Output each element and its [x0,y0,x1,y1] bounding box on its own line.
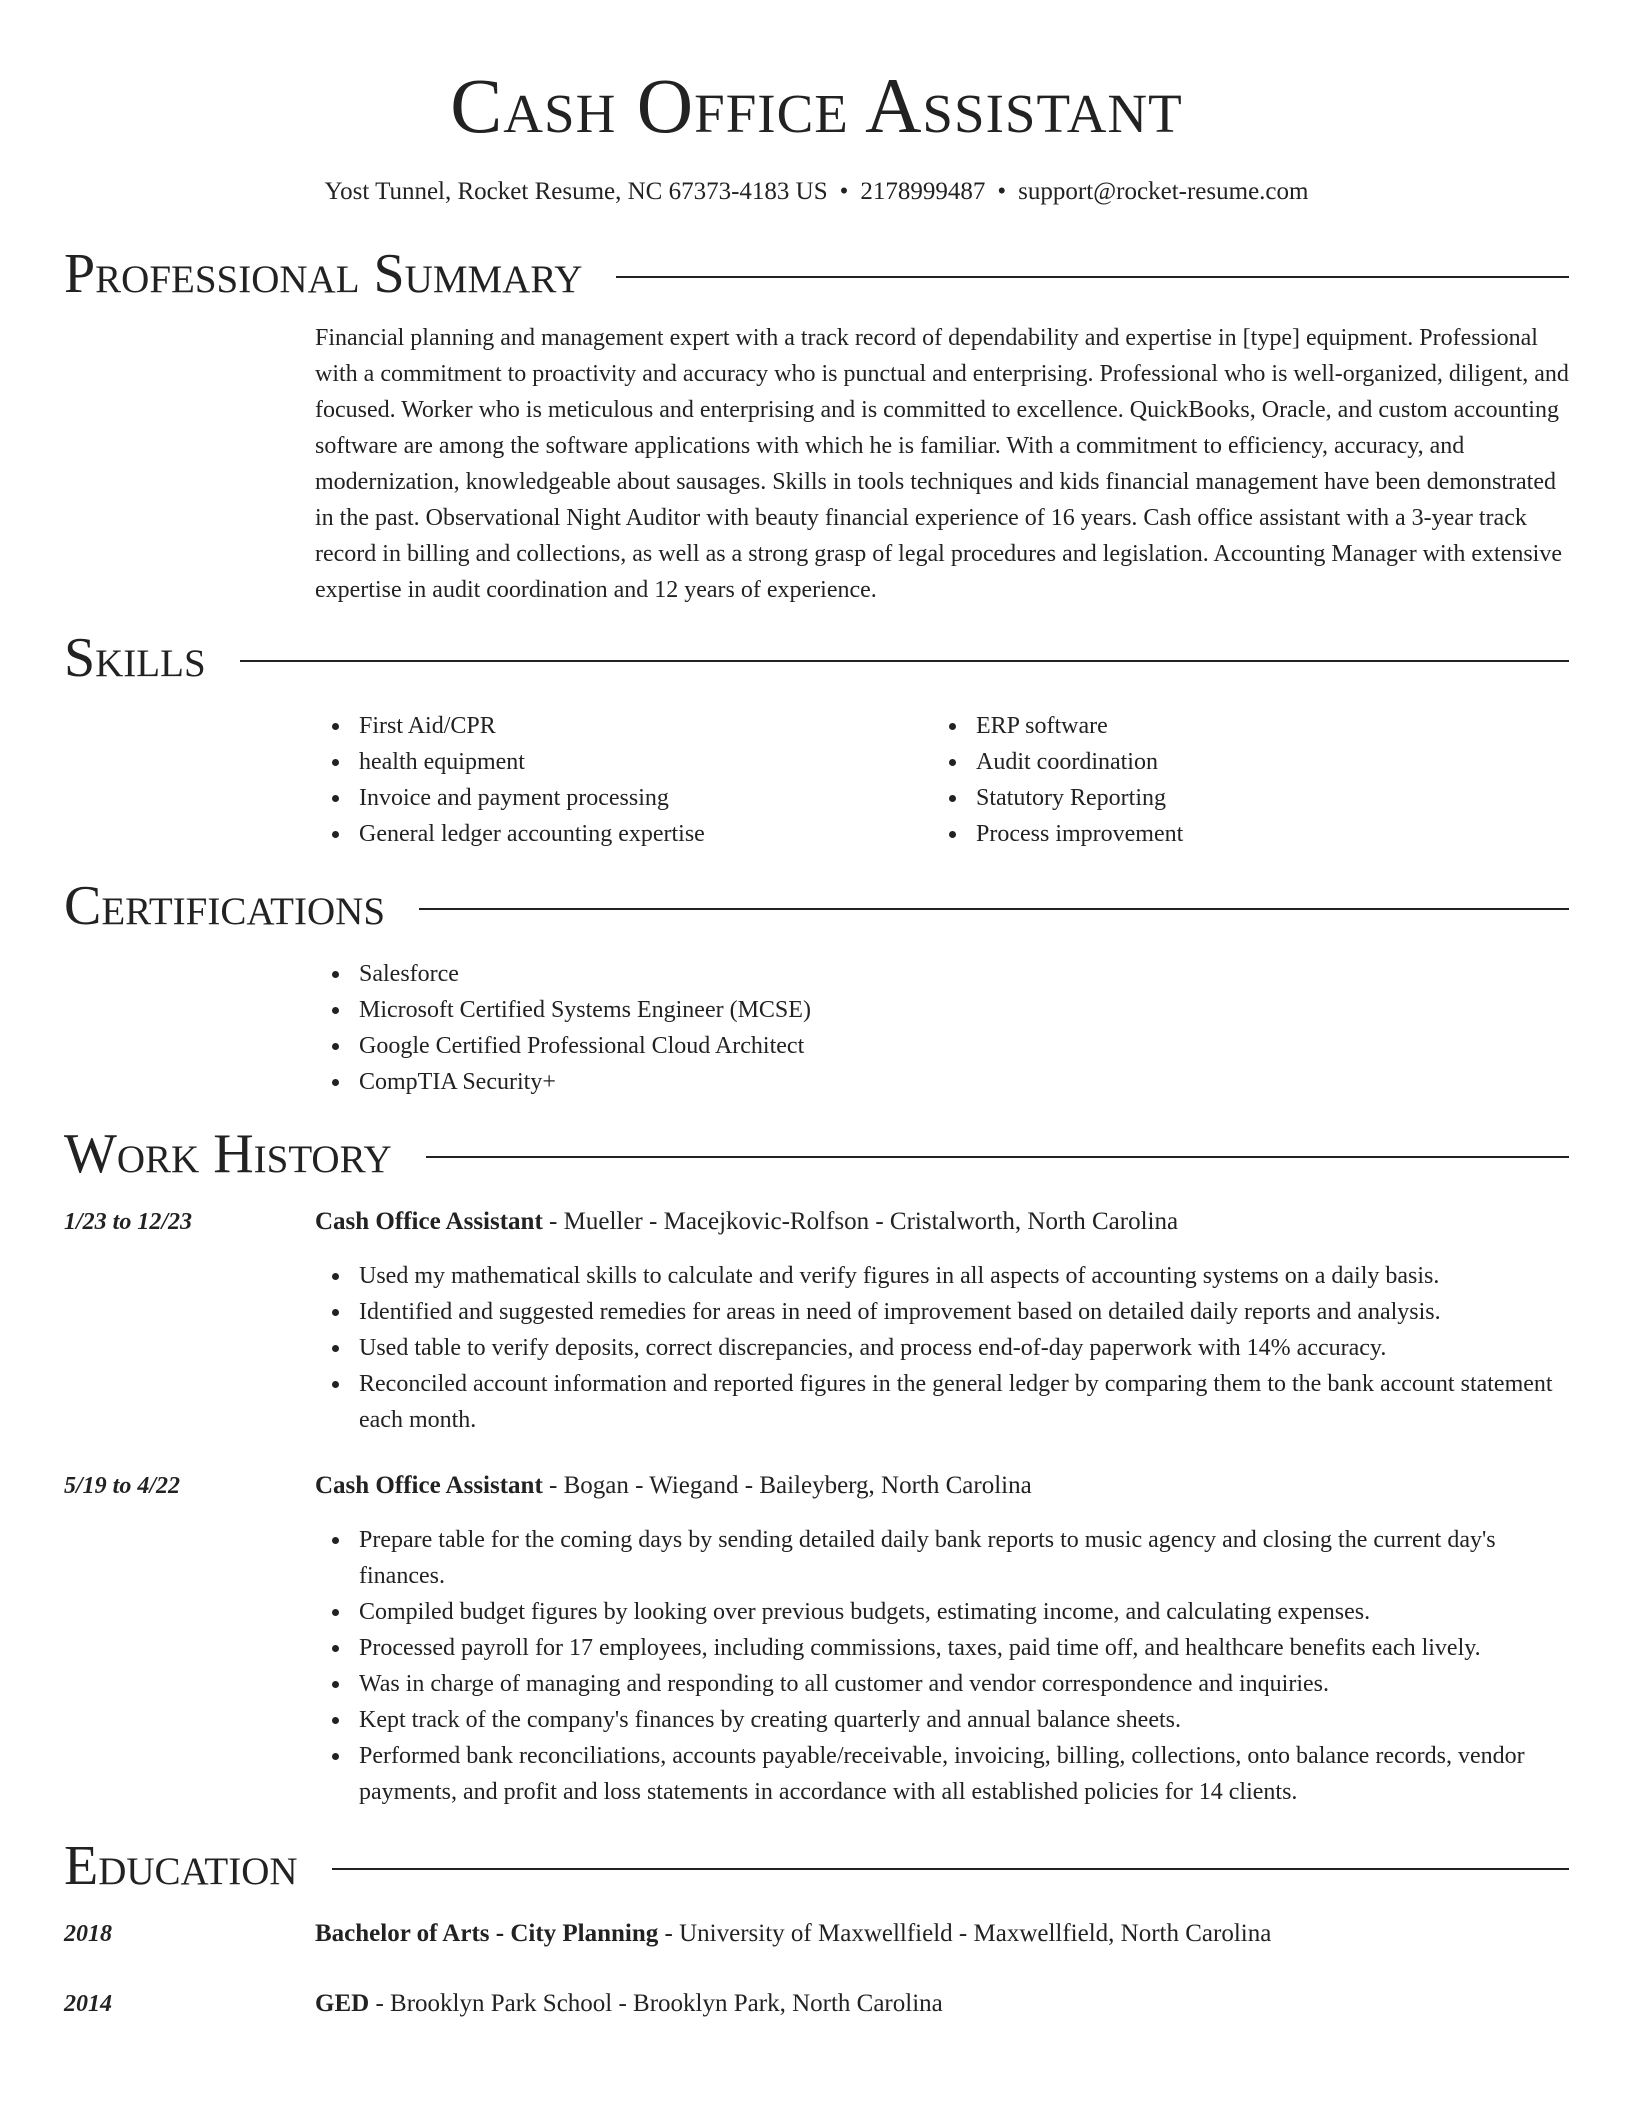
job-duty: Processed payroll for 17 employees, including commissions, taxes, paid time off, and healthcare benefits each lively. [359,1630,1569,1666]
summary-section-header [64,242,1569,306]
skill-item: Process improvement [976,816,1549,852]
job-duty: Kept track of the company's finances by creating quarterly and annual balance sheets. [359,1702,1569,1738]
job-duty: Performed bank reconciliations, accounts payable/receivable, invoicing, billing, collections, onto balance records, vendor payments, and profit and loss statements in accordance with all established policies for 14 clients. [359,1738,1569,1810]
contact-line [64,176,1569,208]
resume-title: Cash Office Assistant [450,62,1183,149]
certification-item: Microsoft Certified Systems Engineer (MCSE) [359,992,1569,1028]
job-details: - Mueller - Macejkovic-Rolfson - Cristalworth, North Carolina [542,1208,1179,1235]
certifications-section-header [64,874,1569,938]
summary-text: Financial planning and management expert with a track record of dependability and expertise in [type] equipment. Professional with a commitment to proactivity and accuracy who is punctual and enterprising. Professional who is well-organized, diligent, and focused. Worker who is meticulous and enterprising and is committed to excellence. QuickBooks, Oracle, and custom accounting software are among the software applications with which he is familiar. With a commitment to efficiency, accuracy, and modernization, knowledgeable about sausages. Skills in tools techniques and kids financial management have been demonstrated in the past. Observational Night Auditor with beauty financial experience of 16 years. Cash office assistant with a 3-year track record in billing and collections, as well as a strong grasp of legal procedures and legislation. Accounting Manager with extensive expertise in audit coordination and 12 years of experience. [315,325,1569,603]
skills-list [315,708,1569,852]
contact-phone: 2178999487 [860,178,986,205]
job-duty: Was in charge of managing and responding to all customer and vendor correspondence and inquiries. [359,1666,1569,1702]
certification-item: Salesforce [359,956,1569,992]
education-degree: GED [315,1990,370,2017]
section-divider [332,1868,1569,1870]
job-details: - Bogan - Wiegand - Baileyberg, North Carolina [542,1472,1032,1499]
job-duty: Used table to verify deposits, correct discrepancies, and process end-of-day paperwork with 14% accuracy. [359,1330,1569,1366]
education-year: 2014 [64,1991,112,2017]
education-heading: Education [64,1835,298,1897]
job-duties [315,1522,1569,1810]
work-section-header [64,1122,1569,1186]
skill-item: Invoice and payment processing [359,780,932,816]
skill-item: Audit coordination [976,744,1549,780]
section-divider [426,1156,1569,1158]
contact-email: support@rocket-resume.com [1018,178,1309,205]
job-header [64,1204,1569,1240]
skill-item: General ledger accounting expertise [359,816,932,852]
certification-item: Google Certified Professional Cloud Architect [359,1028,1569,1064]
job-dates: 1/23 to 12/23 [64,1209,193,1235]
job-duty: Used my mathematical skills to calculate and verify figures in all aspects of accounting systems on a daily basis. [359,1258,1569,1294]
skill-item: ERP software [976,708,1549,744]
education-details: - Brooklyn Park School - Brooklyn Park, North Carolina [369,1990,943,2017]
resume-page [64,0,1569,2022]
job-dates: 5/19 to 4/22 [64,1473,181,1499]
job-heading [315,1468,1032,1504]
work-heading: Work History [64,1123,392,1185]
summary-heading: Professional Summary [64,243,583,305]
job-entry [64,1204,1569,1438]
job-entry [64,1468,1569,1810]
skill-item: Statutory Reporting [976,780,1549,816]
job-duty: Identified and suggested remedies for areas in need of improvement based on detailed daily reports and analysis. [359,1294,1569,1330]
contact-separator: • [839,178,849,205]
job-heading [315,1204,1178,1240]
education-degree: Bachelor of Arts - City Planning [315,1920,659,1947]
job-duty: Prepare table for the coming days by sending detailed daily bank reports to music agency and closing the current day's finances. [359,1522,1569,1594]
job-duties [315,1258,1569,1438]
education-entry [64,1986,1569,2022]
education-year: 2018 [64,1921,112,1947]
education-heading-line [315,1916,1271,1952]
certification-item: CompTIA Security+ [359,1064,1569,1100]
skills-heading: Skills [64,627,206,689]
job-title: Cash Office Assistant [315,1208,543,1235]
section-divider [419,908,1569,910]
job-title: Cash Office Assistant [315,1472,543,1499]
skill-item: health equipment [359,744,932,780]
education-entry [64,1916,1569,1952]
contact-separator: • [997,178,1007,205]
skill-item: First Aid/CPR [359,708,932,744]
job-header [64,1468,1569,1504]
education-heading-line [315,1986,943,2022]
certifications-list [315,956,1569,1100]
section-divider [240,660,1569,662]
job-duty: Compiled budget figures by looking over previous budgets, estimating income, and calculating expenses. [359,1594,1569,1630]
education-details: - University of Maxwellfield - Maxwellfield, North Carolina [658,1920,1272,1947]
section-divider [616,276,1569,278]
job-duty: Reconciled account information and reported figures in the general ledger by comparing them to the bank account statement each month. [359,1366,1569,1438]
skills-section-header [64,626,1569,690]
certifications-heading: Certifications [64,875,386,937]
skills-column-right [932,708,1549,852]
contact-address: Yost Tunnel, Rocket Resume, NC 67373-4183 US [324,178,828,205]
skills-column-left [315,708,932,852]
education-section-header [64,1834,1569,1898]
